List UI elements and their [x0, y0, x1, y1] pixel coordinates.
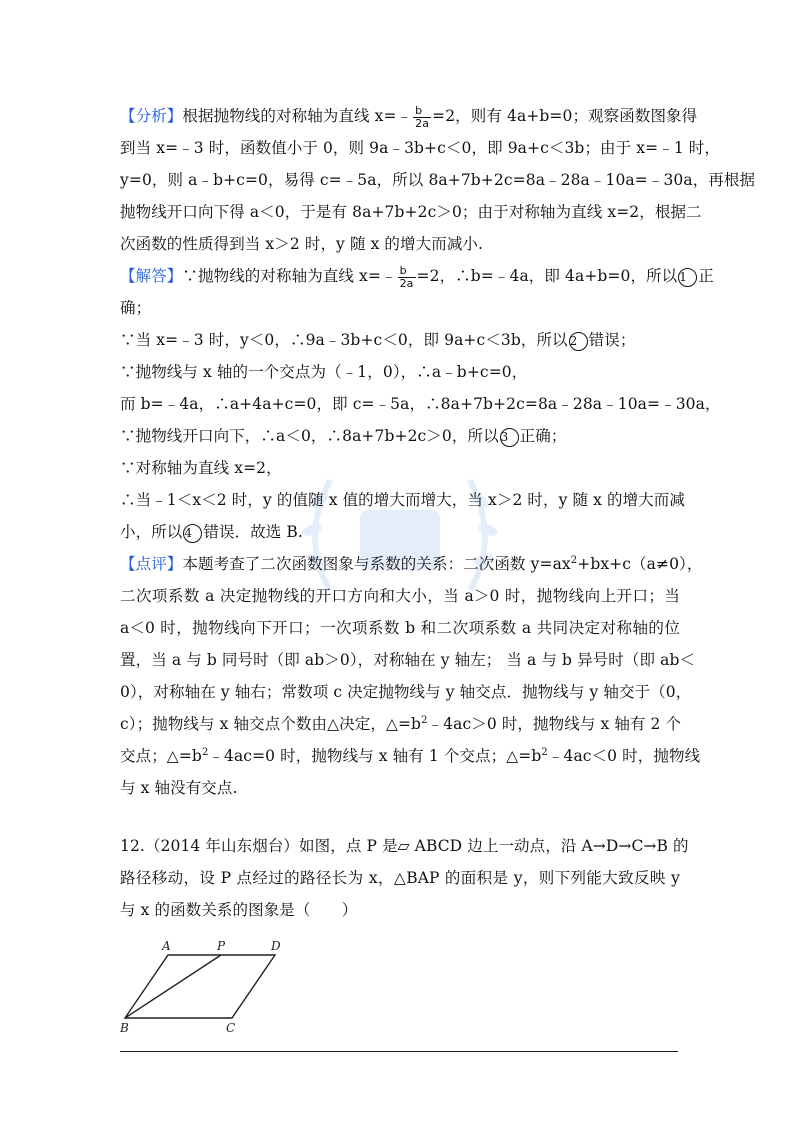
comment-text: ﹣4ac＞0 时，抛物线与 x 轴有 2 个 [427, 715, 682, 733]
solution-text: =2，∴b=﹣4a，即 4a+b=0，所以 [416, 267, 678, 285]
solution-line-9 [120, 516, 680, 548]
fraction-numerator: b [413, 105, 431, 118]
comment-text: +bx+c（a≠0）， [577, 555, 703, 573]
solution-line-6 [120, 420, 680, 452]
analysis-line-3: y=0，则 a﹣b+c=0，易得 c=﹣5a，所以 8a+7b+2c=8a﹣28a﹣10a=﹣30a，再根据 [120, 171, 756, 189]
superscript: 2 [570, 554, 578, 566]
solution-line-5: 而 b=﹣4a，∴a+4a+c=0，即 c=﹣5a，∴8a+7b+2c=8a﹣28a﹣10a=﹣30a， [120, 395, 721, 413]
circled-number-2: 2 [569, 332, 588, 351]
superscript: 2 [421, 714, 428, 726]
parallelogram-abcd [125, 955, 275, 1018]
circled-number-3: 3 [500, 428, 519, 447]
solution-line-7: ∵对称轴为直线 x=2， [120, 459, 282, 477]
solution-text: ∵抛物线的对称轴为直线 x=﹣ [182, 267, 397, 285]
solution-text: 小，所以 [120, 523, 183, 541]
analysis-text: 根据抛物线的对称轴为直线 x=﹣ [182, 107, 413, 125]
superscript: 2 [541, 746, 548, 758]
fraction-numerator: b [398, 265, 416, 278]
comment-line-8: 与 x 轴没有交点. [120, 779, 238, 797]
solution-text: ∵抛物线开口向下，∴a＜0，∴8a+7b+2c＞0，所以 [120, 427, 499, 445]
analysis-line-4: 抛物线开口向下得 a＜0，于是有 8a+7b+2c＞0；由于对称轴为直线 x=2，根据二 [120, 203, 702, 221]
analysis-line-5: 次函数的性质得到当 x＞2 时，y 随 x 的增大而减小. [120, 235, 484, 253]
parallelogram-figure [120, 936, 310, 1036]
comment-line-6 [120, 708, 680, 740]
comment-line-3: a＜0 时，抛物线向下开口；一次项系数 b 和二次项系数 a 共同决定对称轴的位 [120, 619, 680, 637]
analysis-text: =2，则有 4a+b=0；观察函数图象得 [432, 107, 698, 125]
comment-text: 交点；△=b [120, 747, 202, 765]
solution-tag: 【解答】 [120, 267, 183, 285]
fraction [398, 265, 416, 290]
question-line-3: 与 x 的函数关系的图象是（ ） [120, 901, 358, 919]
circled-number-1: 1 [678, 268, 697, 287]
analysis-line-2: 到当 x=﹣3 时，函数值小于 0，则 9a﹣3b+c＜0，即 9a+c＜3b；由于 x=﹣1 时， [120, 139, 721, 157]
comment-text: ﹣4ac=0 时，抛物线与 x 轴有 1 个交点；△=b [208, 747, 542, 765]
fraction-denominator: 2a [415, 116, 430, 130]
solution-text: 正确； [519, 427, 567, 445]
solution-text: 正 [698, 267, 714, 285]
comment-text: 本题考查了二次函数图象与系数的关系：二次函数 y=ax [182, 555, 571, 573]
question-line-2: 路径移动，设 P 点经过的路径长为 x，△BAP 的面积是 y，则下列能大致反映 y [120, 869, 680, 887]
comment-text: c）；抛物线与 x 轴交点个数由△决定，△=b [120, 715, 422, 733]
solution-line-4: ∵抛物线与 x 轴的一个交点为（﹣1，0），∴a﹣b+c=0， [120, 363, 528, 381]
comment-line-1 [120, 548, 703, 580]
label-a: A [162, 939, 171, 953]
segment-bp [125, 955, 221, 1018]
solution-line-2: 确； [120, 299, 152, 317]
analysis-tag: 【分析】 [120, 107, 183, 125]
solution-text: ∵当 x=﹣3 时，y＜0，∴9a﹣3b+c＜0，即 9a+c＜3b，所以 [120, 331, 568, 349]
document-body [120, 100, 756, 926]
question-line-1: 12.（2014 年山东烟台）如图，点 P 是▱ ABCD 边上一动点，沿 A→D→C→B 的 [120, 837, 689, 855]
label-p: P [217, 939, 226, 953]
circled-number-4: 4 [183, 524, 202, 543]
solution-line-8: ∴当﹣1＜x＜2 时，y 的值随 x 值的增大而增大，当 x＞2 时，y 随 x 的增大而减 [120, 491, 686, 509]
solution-text: 错误； [588, 331, 636, 349]
label-b: B [120, 1021, 129, 1035]
comment-tag: 【点评】 [120, 555, 183, 573]
comment-line-5: 0），对称轴在 y 轴右；常数项 c 决定抛物线与 y 轴交点．抛物线与 y 轴交于（0， [120, 683, 692, 701]
superscript: 2 [201, 746, 209, 758]
fraction-denominator: 2a [399, 276, 414, 290]
comment-line-7 [120, 740, 701, 772]
fraction [413, 105, 431, 130]
comment-text: ﹣4ac＜0 时，抛物线 [547, 747, 701, 765]
comment-line-2: 二次项系数 a 决定抛物线的开口方向和大小，当 a＞0 时，抛物线向上开口；当 [120, 587, 680, 605]
solution-line-3 [120, 324, 680, 356]
solution-text: 错误．故选 B. [203, 523, 303, 541]
label-c: C [226, 1021, 236, 1035]
label-d: D [271, 939, 281, 953]
page-bottom-rule [120, 1051, 678, 1052]
comment-line-4: 置，当 a 与 b 同号时（即 ab＞0），对称轴在 y 轴左； 当 a 与 b 异号时（即 ab＜ [120, 651, 696, 669]
solution-line-1 [120, 260, 714, 292]
analysis-line-1 [120, 100, 698, 132]
